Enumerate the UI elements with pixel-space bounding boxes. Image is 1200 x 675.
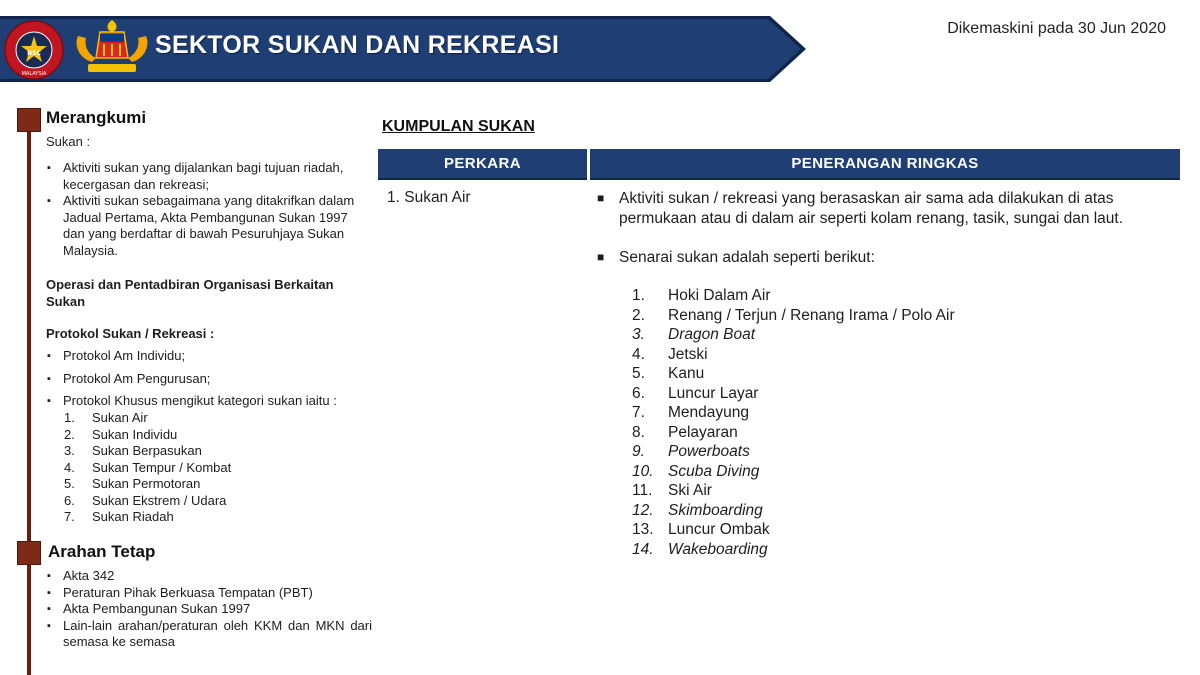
list-item: 2. Sukan Individu [64, 426, 178, 442]
section-title-arahan-tetap: Arahan Tetap [48, 542, 156, 561]
list-item: 13. Luncur Ombak [632, 521, 770, 538]
list-item: 2. Renang / Terjun / Renang Irama / Polo Air [632, 306, 955, 324]
list-item: ▪ Akta 342 [46, 568, 372, 585]
list-item: ▪ Protokol Am Pengurusan; [46, 371, 364, 388]
arahan-list [46, 568, 372, 651]
table-header-perkara: PERKARA [378, 149, 587, 180]
list-item: 6. Sukan Ekstrem / Udara [64, 492, 227, 508]
list-item: 5. Sukan Permotoran [64, 476, 201, 491]
list-item: 4. Jetski [632, 345, 708, 363]
kategori-list [64, 410, 354, 526]
svg-text:NSC: NSC [27, 50, 41, 57]
bullet-icon: ■ [597, 191, 605, 205]
list-item: 7. Sukan Riadah [64, 509, 174, 524]
section-marker [17, 108, 41, 132]
table-cell-perkara: 1. Sukan Air [387, 189, 471, 206]
list-item: ▪ Protokol Khusus mengikut kategori sukan iaitu : [46, 393, 364, 410]
list-item: ▪ Protokol Am Individu; [46, 348, 364, 365]
nsc-logo [4, 20, 64, 80]
list-item: 3. Sukan Berpasukan [64, 443, 202, 458]
list-item: ▪ Aktiviti sukan sebagaimana yang ditakrifkan dalam Jadual Pertama, Akta Pembangunan Sukan 1997 dan yang berdaftar di bawah Pesuruhjaya Sukan Malaysia. [46, 193, 364, 259]
list-item: 3. Dragon Boat [632, 326, 756, 343]
timeline-line [27, 120, 31, 675]
list-item: 1. Hoki Dalam Air [632, 287, 771, 304]
list-item: ▪ Akta Pembangunan Sukan 1997 [46, 601, 372, 618]
updated-date: Dikemaskini pada 30 Jun 2020 [947, 20, 1166, 37]
operasi-label: Operasi dan Pentadbiran Organisasi Berkaitan Sukan [46, 277, 334, 309]
bullet-icon: ■ [597, 250, 605, 264]
list-item: ▪ Lain-lain arahan/peraturan oleh KKM dan MKN dari semasa ke semasa [46, 618, 372, 651]
list-item: 7. Mendayung [632, 404, 750, 421]
list-item: 8. Pelayaran [632, 423, 738, 441]
svg-text:MALAYSIA: MALAYSIA [21, 71, 47, 77]
description-paragraph: ■ Aktiviti sukan / rekreasi yang berasaskan air sama ada dilakukan di atas permukaan atau di dalam air seperti kolam renang, tasik, sungai dan laut. [597, 190, 1124, 227]
kumpulan-sukan-heading: KUMPULAN SUKAN [382, 118, 535, 135]
sukan-list [46, 160, 364, 259]
description-paragraph: ■ Senarai sukan adalah seperti berikut: [597, 249, 875, 266]
jata-negara-logo [70, 18, 154, 78]
list-item: 14. Wakeboarding [632, 540, 768, 558]
table-header-penerangan: PENERANGAN RINGKAS [590, 149, 1180, 180]
list-item: 12. Skimboarding [632, 501, 763, 519]
section-title-merangkumi: Merangkumi [46, 108, 147, 127]
list-item: ▪ Aktiviti sukan yang dijalankan bagi tujuan riadah, kecergasan dan rekreasi; [46, 160, 364, 193]
protokol-label: Protokol Sukan / Rekreasi : [46, 326, 215, 341]
list-item: 4. Sukan Tempur / Kombat [64, 459, 232, 475]
protokol-list [46, 348, 364, 410]
list-item: 6. Luncur Layar [632, 384, 759, 402]
list-item: ▪ Peraturan Pihak Berkuasa Tempatan (PBT) [46, 585, 372, 602]
sports-list [632, 286, 955, 559]
list-item: 10. Scuba Diving [632, 462, 760, 480]
list-item: 11. Ski Air [632, 482, 712, 499]
page-title: SEKTOR SUKAN DAN REKREASI [155, 31, 560, 59]
list-item: 5. Kanu [632, 365, 705, 382]
list-item: 1. Sukan Air [64, 410, 148, 425]
list-item: 9. Powerboats [632, 443, 750, 460]
sukan-label: Sukan : [46, 134, 91, 149]
section-marker [17, 541, 41, 565]
